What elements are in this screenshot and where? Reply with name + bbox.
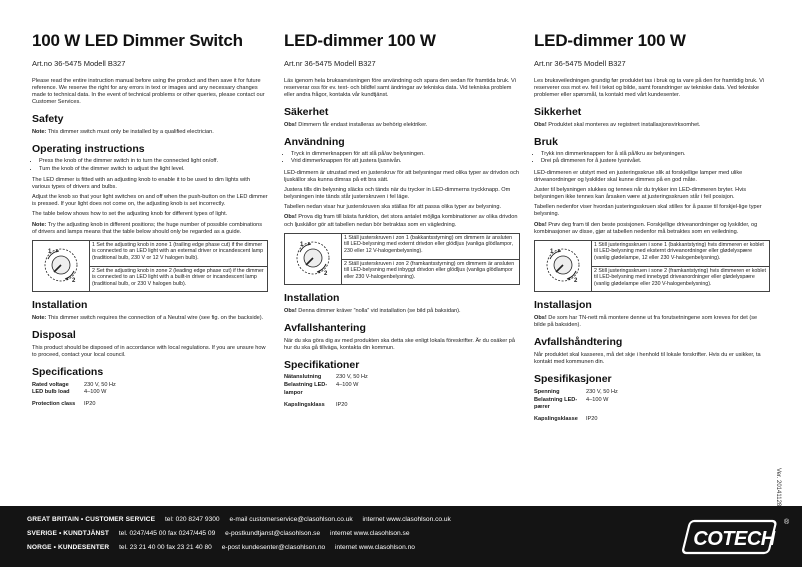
spec-value: 4–100 W [586, 396, 609, 403]
operating-paragraph: Adjust the knob so that your light switches on and off when the push-button on the LED dimmer is pressed. If your light does not come on, the adjusting knob is set incorrectly. [32, 194, 268, 208]
zone-1-label: 1 [550, 248, 554, 255]
disposal-heading: Avfallshantering [284, 322, 366, 335]
spec-value: 230 V, 50 Hz [586, 388, 618, 395]
spec-value: 4–100 W [336, 382, 359, 389]
operating-note: Obs! Prova dig fram till bästa funktion, det stora antalet möjliga kombinationer av olika drivdon och ljuskällor gör att tabellen nedan bör betraktas som en vägledning. [284, 214, 518, 228]
knob-setting-table [284, 233, 520, 286]
zone-2-label: 2 [574, 277, 578, 284]
article-number: Art.no 36-5475 Modell B327 [32, 59, 126, 68]
knob-setting-table [534, 240, 770, 293]
zone-1-label: 1 [300, 241, 304, 248]
intro-text: Läs igenom hela bruksanvisningen före användning och spara den sedan för framtida bruk. Vi reserverar oss för ev. text- och bildfel samt ändringar av tekniska data. Vid tekniska problem eller andra frågor, kontakta vår kundtjänst. [284, 77, 516, 98]
table-cell: 2 Set the adjusting knob in zone 2 (leading edge phase cut) if the dimmer is connected to an LED light with a built-in driver or incandescent lamp (traditional bulb, or 230 V halogen bulb). [90, 266, 268, 292]
table-row [33, 240, 268, 266]
footer-email-uk[interactable]: e-mail customerservice@clasohlson.co.uk [229, 516, 353, 523]
installation-note: Obs! Denna dimmer kräver ”nolla” vid installation (se bild på baksidan). [284, 307, 461, 314]
spec-key: Spenning [534, 388, 560, 395]
knob-dial-icon [291, 236, 335, 280]
safety-heading: Sikkerhet [534, 106, 582, 119]
knob-diagram-cell [535, 240, 592, 292]
cotech-logo [678, 514, 790, 560]
page-title: LED-dimmer 100 W [284, 31, 436, 50]
specifications-list [534, 389, 770, 424]
installation-heading: Installation [32, 299, 88, 312]
operating-paragraph: Justera tills din belysning släcks och tänds när du trycker in LED-dimmerns tryckknapp. Om belysningen inte tänds står justerskruven i fel läge. [284, 186, 511, 201]
operating-paragraph: Tabellen nedenfor viser hvordan justeringsskruen skal stilles for å passe til forskjel-lige typer belysning. [534, 204, 762, 218]
spec-key: LED bulb load [32, 389, 70, 396]
spec-key: Belastning LED-lampor [284, 382, 328, 397]
specifications-list [284, 374, 520, 409]
intro-text: Les bruksveiledningen grundig før produktet tas i bruk og ta vare på den for framtidig bruk. Vi reserverer oss mot ev. feil i tekst og bilde, samt forandringer av tekniske data. Ved tekniske problemer eller spørsmål, ta kontakt med vårt kundesenter. [534, 77, 764, 98]
operating-list [284, 151, 520, 165]
safety-note: Note: This dimmer switch must only be installed by a qualified electrician. [32, 128, 214, 135]
list-item: • Drei på dimmeren for å justere lysnivået. [541, 158, 770, 165]
disposal-heading: Disposal [32, 329, 76, 342]
disposal-text: När du ska göra dig av med produkten ska detta ske enligt lokala föreskrifter. Är du osäker på hur du ska gå tillväga, kontakta din kommun. [284, 337, 516, 351]
specifications-heading: Specifikationer [284, 358, 360, 371]
knob-dial-icon [39, 243, 83, 287]
operating-paragraph: The LED dimmer is fitted with an adjusting knob to enable it to be used to dim lights with various types of drivers and bulbs. [32, 176, 250, 190]
table-row [285, 233, 520, 259]
footer-web-se[interactable]: internet www.clasohlson.se [329, 530, 410, 537]
footer-web-no[interactable]: internet www.clasohlson.no [335, 544, 415, 551]
installation-heading: Installasjon [534, 299, 592, 312]
operating-paragraph: LED-dimmern är utrustad med en justerskruv för att belysningar med olika typer av drivdon och ljuskällor ska kunna dimras på ett bra sätt. [284, 169, 520, 183]
zone-2-label: 2 [72, 277, 76, 284]
spec-key: Nätanslutning [284, 374, 322, 381]
spec-value: 230 V, 50 Hz [84, 381, 116, 388]
spec-key: Belastning LED-pærer [534, 396, 578, 411]
installation-heading: Installation [284, 292, 340, 305]
article-number: Art.nr 36-5475 Modell B327 [284, 59, 376, 68]
list-item: • Turn the knob of the dimmer switch to adjust the light level. [39, 166, 268, 173]
operating-paragraph: LED-dimmeren er utstyrt med en justeringsskrue slik at forskjellige lamper med ulike driveanordninger og lyskilder skal kunne dimmes på en god måte. [534, 169, 743, 183]
specifications-heading: Specifications [32, 366, 104, 379]
spec-key: Kapslingsklasse [534, 416, 578, 423]
version-label: Ver. 20141128 [775, 468, 781, 507]
operating-paragraph: The table below shows how to set the adjusting knob for different types of light. [32, 211, 228, 218]
footer-web-uk[interactable]: internet www.clasohlson.co.uk [362, 516, 451, 523]
logo-text: COTECH [693, 528, 775, 550]
disposal-text: This product should be disposed of in accordance with local regulations. If you are unsure how to proceed, contact your local council. [32, 344, 266, 358]
page-title: LED-dimmer 100 W [534, 31, 686, 50]
table-cell: 2 Ställ justerskruven i zon 2 (framkantsstyrning) om dimmern är ansluten till LED-belysning med inbyggt drivdon eller glödljus (vanliga glödlampor eller 230 V-halogenbelysning). [342, 259, 520, 285]
column-english [32, 32, 268, 409]
spec-value: 4–100 W [84, 389, 107, 396]
specifications-heading: Spesifikasjoner [534, 373, 612, 386]
footer-row-uk: GREAT BRITAIN • CUSTOMER SERVICE tel: 020 8247 9300 e-mail customerservice@clasohlson.co.uk internet www.clasohlson.co.uk [27, 516, 451, 523]
column-swedish [284, 32, 520, 410]
installation-note: Obs! De som har TN-nett må montere denne ut fra forutsetningene som kreves for det (se bilde på baksiden). [534, 315, 758, 329]
disposal-heading: Avfallshåndtering [534, 336, 623, 349]
spec-value: IP20 [84, 401, 96, 408]
knob-diagram-cell [285, 233, 342, 285]
installation-note: Note: This dimmer switch requires the connection of a Neutral wire (see fig. on the backside). [32, 315, 264, 322]
operating-note: Note: Try the adjusting knob in different positions; the huge number of possible combinations of drivers and lamps means that the table below should only be regarded as a guide. [32, 221, 262, 235]
operating-heading: Operating instructions [32, 142, 145, 155]
page-title: 100 W LED Dimmer Switch [32, 31, 243, 50]
specifications-list [32, 382, 268, 409]
intro-text: Please read the entire instruction manual before using the product and then save it for future reference. We reserve the right for any errors in text or images and any necessary changes made to technical data. In the event of technical problems or other queries, please contact our Customer Services. [32, 77, 265, 106]
registered-mark: ® [784, 519, 790, 526]
list-item: • Press the knob of the dimmer switch in to turn the connected light on/off. [39, 158, 268, 165]
operating-heading: Bruk [534, 135, 558, 148]
operating-list [534, 151, 770, 165]
operating-note: Obs! Prøv deg fram til den beste posisjonen. Forskjellige driveanordninger og lyskilder, og kombinasjoner av disse, gjør at tabellen nedenfor må betraktes som en veiledning. [534, 221, 758, 235]
spec-value: 230 V, 50 Hz [336, 374, 368, 381]
zone-1-label: 1 [48, 248, 52, 255]
footer-email-no[interactable]: e-post kundesenter@clasohlson.no [221, 544, 326, 551]
disposal-text: Når produktet skal kasseres, må det skje i henhold til lokale forskrifter. Hvis du er usikker, ta kontakt med kommunen din. [534, 351, 761, 366]
spec-value: IP20 [336, 401, 348, 408]
spec-key: Rated voltage [32, 381, 69, 388]
list-item: • Trykk inn dimmerknappen for å slå på/ikru av belysningen. [541, 151, 770, 158]
spec-key: Kapslingsklass [284, 401, 325, 408]
spec-value: IP20 [586, 416, 598, 423]
operating-paragraph: Tabellen nedan visar hur justerskruven ska ställas för att passa olika typer av belysning. [284, 204, 502, 211]
safety-note: Obs! Produktet skal monteres av registrert installasjonsvirksomhet. [534, 121, 701, 128]
footer-row-se: SVERIGE • KUNDTJÄNST tel. 0247/445 00 fax 0247/445 09 e-postkundtjanst@clasohlson.se internet www.clasohlson.se [27, 530, 410, 537]
footer-email-se[interactable]: e-postkundtjanst@clasohlson.se [225, 530, 321, 537]
table-cell: 1 Still justeringsskruen i sone 1 (bakkantstyring) hvis dimmeren er koblet til LED-belysning med eksternt driveanordninger eller glødelyspære (vanlig glødelampe, 12 eller 230 V-halogenbelysning). [592, 240, 770, 266]
table-cell: 2 Still justeringsskruen i sone 2 (framkantstyring) hvis dimmeren er koblet til LED-belysning med innebygd driveanordninger eller glødelyspære (vanlig glødelampe eller 230 V-halogenbelysning). [592, 266, 770, 292]
list-item: • Tryck in dimmerknappen för att slå på/av belysningen. [291, 151, 520, 158]
operating-paragraph: Juster til belysningen slukkes og tennes når du trykker inn LED-dimmeren bryter. Hvis belysningen ikke tennes kan årsaken være at justeringsskruen står i feil posisjon. [534, 186, 747, 201]
table-row [535, 240, 770, 266]
column-norwegian [534, 32, 770, 424]
knob-dial-icon [541, 243, 585, 287]
operating-heading: Användning [284, 135, 345, 148]
knob-setting-table [32, 240, 268, 293]
article-number: Art.nr 36-5475 Modell B327 [534, 59, 626, 68]
knob-diagram-cell [33, 240, 90, 292]
safety-heading: Safety [32, 113, 64, 126]
spec-key: Protection class [32, 401, 76, 408]
contact-footer [0, 506, 802, 567]
safety-heading: Säkerhet [284, 106, 329, 119]
footer-row-no: NORGE • KUNDESENTER tel. 23 21 40 00 fax 23 21 40 80 e-post kundesenter@clasohlson.no internet www.clasohlson.no [27, 544, 415, 551]
table-cell: 1 Ställ justerskruven i zon 1 (bakkantsstyrning) om dimmern är ansluten till LED-belysning med externt drivdon eller glödljus (vanliga glödlampor, 230 eller 12 V-halogenbelysning). [342, 233, 520, 259]
zone-2-label: 2 [324, 270, 328, 277]
list-item: • Vrid dimmerknappen för att justera ljusnivån. [291, 158, 520, 165]
safety-note: Obs! Dimmern får endast installeras av behörig elektriker. [284, 121, 428, 128]
table-cell: 1 Set the adjusting knob in zone 1 (trailing edge phase cut) if the dimmer is connected to an LED light with an external driver or incandescent lamp (traditional bulb, 230 V or 12 V halogen bulb). [90, 240, 268, 266]
operating-list [32, 158, 268, 172]
